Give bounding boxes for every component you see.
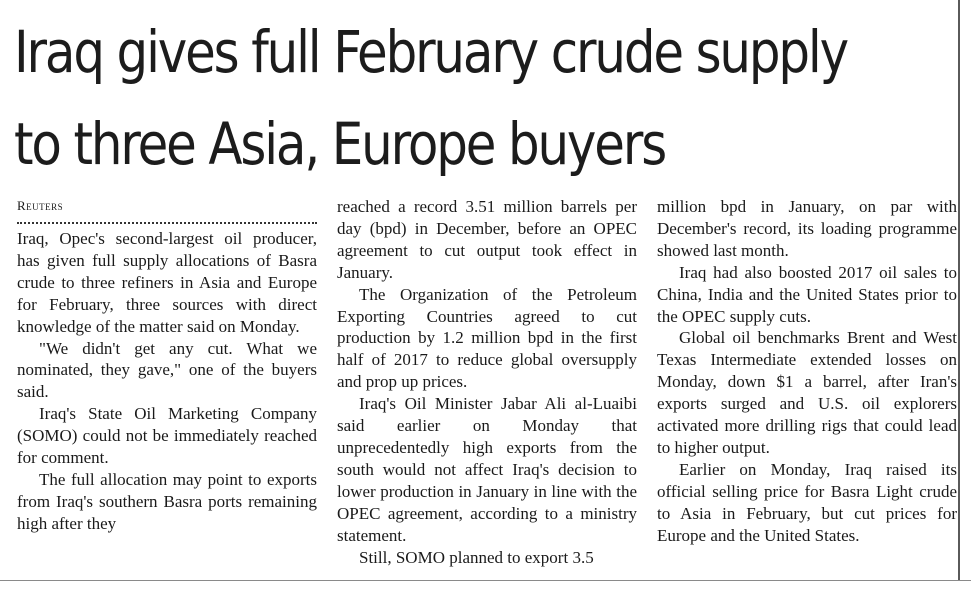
paragraph: reached a record 3.51 million barrels per day (bpd) in December, before an OPEC agreement to cut output took effect in January. [337, 197, 637, 282]
article-column-2 [337, 196, 637, 568]
byline: Reuters [17, 198, 64, 213]
article-column-1 [17, 198, 317, 535]
paragraph: million bpd in January, on par with December's record, its loading programme showed last month. [657, 197, 957, 260]
paragraph: Global oil benchmarks Brent and West Texas Intermediate extended losses on Monday, down $1 a barrel, after Iran's exports surged and U.S. oil explorers activated more drilling rigs that could lead to higher output. [657, 328, 957, 457]
headline-line-1: Iraq gives full February crude supply [14, 18, 848, 86]
paragraph: "We didn't get any cut. What we nominated, they gave," one of the buyers said. [17, 338, 317, 402]
paragraph: Iraq's Oil Minister Jabar Ali al-Luaibi said earlier on Monday that unprecedentedly high exports from the south would not affect Iraq's decision to lower production in January in line with the OPEC agreement, according to a ministry statement. [337, 394, 637, 545]
byline-divider [17, 222, 317, 224]
right-column-rule [958, 0, 960, 580]
paragraph: Iraq had also boosted 2017 oil sales to China, India and the United States prior to the OPEC supply cuts. [657, 262, 957, 326]
paragraph: Iraq's State Oil Marketing Company (SOMO) could not be immediately reached for comment. [17, 404, 317, 468]
paragraph: Earlier on Monday, Iraq raised its official selling price for Basra Light crude to Asia in February, but cut prices for Europe and the United States. [657, 459, 957, 545]
headline-line-2: to three Asia, Europe buyers [14, 110, 666, 178]
bottom-rule [0, 580, 971, 581]
paragraph: The full allocation may point to exports from Iraq's southern Basra ports remaining high after they [17, 469, 317, 533]
paragraph: Iraq, Opec's second-largest oil producer, has given full supply allocations of Basra crude to three refiners in Asia and Europe for February, three sources with direct knowledge of the matter said on Monday. [17, 229, 317, 336]
paragraph: The Organization of the Petroleum Exporting Countries agreed to cut production by 1.2 million bpd in the first half of 2017 to reduce global oversupply and prop up prices. [337, 284, 637, 392]
headline [14, 6, 848, 190]
paragraph: Still, SOMO planned to export 3.5 [359, 547, 594, 567]
article-column-3 [657, 196, 957, 547]
